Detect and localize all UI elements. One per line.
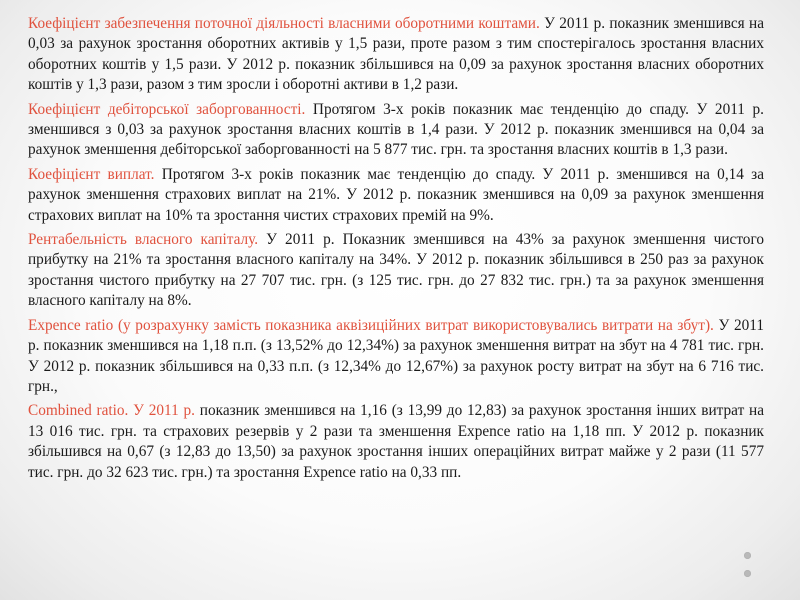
slide-text-body xyxy=(28,14,764,487)
paragraph-current-activity-ratio xyxy=(28,14,764,96)
paragraph-heading: Combined ratio. У 2011 р. xyxy=(28,402,196,420)
paragraph-receivables-ratio xyxy=(28,100,764,161)
paragraph-body: показник зменшився на 1,16 (з 13,99 до 12,83) за рахунок зростання інших витрат на 13 016 тис. грн. та страхових резервів у 2 рази та зменшення Expence ratio на 1,18 пп. У 2012 р. показник збільшився на 0,67 (з 12,83 до 13,50) за рахунок зростання інших операційних витрат майже у 2 рази (11 577 тис. грн. до 32 623 тис. грн.) та зростання Expence ratio на 0,33 пп. xyxy=(28,402,764,481)
paragraph-expense-ratio xyxy=(28,316,764,398)
nav-dot-icon[interactable] xyxy=(744,570,751,577)
paragraph-heading: Коефіцієнт дебіторської заборгованності. xyxy=(28,100,306,118)
paragraph-return-on-equity xyxy=(28,230,764,312)
paragraph-payout-ratio xyxy=(28,165,764,226)
paragraph-body: У 2011 р. Показник зменшився на 43% за рахунок зменшення чистого прибутку на 21% та зростання власного капіталу на 34%. У 2012 р. показник збільшився в 250 раз за рахунок зростання чистого прибутку на 27 707 тис. грн. (з 125 тис. грн. до 27 832 тис. грн.) та за рахунок зменшення власного капіталу на 8%. xyxy=(28,231,764,310)
paragraph-body: Протягом 3-х років показник має тенденцію до спаду. У 2011 р. зменшився з 0,03 за рахунок зростання власних коштів в 1,4 рази. У 2012 р. показник зменшився на 0,04 за рахунок зменшення дебіторської заборгованності на 5 877 тис. грн. та зростання власних коштів в 1,3 рази. xyxy=(28,100,764,159)
paragraph-heading: Коефіцієнт виплат. xyxy=(28,165,155,183)
slide-navigation xyxy=(744,552,752,560)
paragraph-body: У 2011 р. показник зменшився на 0,03 за рахунок зростання оборотних активів у 1,5 рази, проте разом з тим спостерігалось зростання власних оборотних коштів у 1,5 рази. У 2012 р. показник збільшився на 0,09 за рахунок зростання власних оборотних коштів у 1,3 рази, разом з тим зросли і оборотні активи в 1,2 рази. xyxy=(28,15,764,94)
paragraph-body: Протягом 3-х років показник має тенденцію до спаду. У 2011 р. зменшився на 0,14 за рахунок зменшення страхових виплат на 21%. У 2012 р. показник зменшився на 0,09 за рахунок зменшення страхових виплат на 10% та зростання чистих страхових премій на 9%. xyxy=(28,165,764,224)
paragraph-body: У 2011 р. показник зменшився на 1,18 п.п. (з 13,52% до 12,34%) за рахунок зменшення витрат на збут на 4 781 тис. грн. У 2012 р. показник збільшився на 0,33 п.п. (з 12,34% до 12,67%) за рахунок росту витрат на збут на 6 716 тис. грн., xyxy=(28,316,764,395)
paragraph-heading: Рентабельність власного капіталу. xyxy=(28,231,259,249)
paragraph-heading: Коефіцієнт забезпечення поточної діяльності власними оборотними коштами. xyxy=(28,15,540,32)
paragraph-combined-ratio xyxy=(28,401,764,483)
paragraph-heading: Expence ratio (у розрахунку замість показника аквізиційних витрат використовувались витрати на збут). xyxy=(28,316,714,334)
nav-dot-icon[interactable] xyxy=(744,552,751,559)
